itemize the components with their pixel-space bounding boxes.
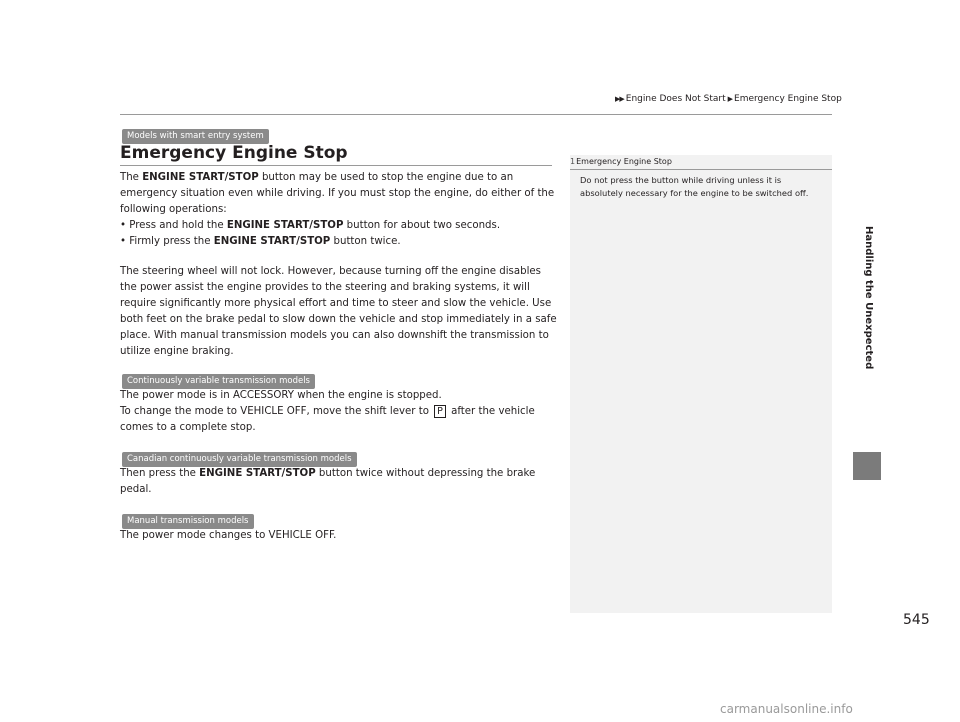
watermark: carmanualsonline.info <box>720 702 853 716</box>
page-number: 545 <box>903 612 930 628</box>
park-key-symbol: P <box>434 405 446 418</box>
section-tab-marker <box>853 452 881 480</box>
note-title: 1Emergency Engine Stop <box>570 157 672 166</box>
page-title: Emergency Engine Stop <box>120 143 348 163</box>
intro-paragraph: The ENGINE START/STOP button may be used to stop the engine due to an emergency situation even while driving. If you must stop the engine, do either of the following operations: <box>120 172 555 215</box>
cvt-line-1: The power mode is in ACCESSORY when the engine is stopped. <box>120 390 442 401</box>
note-panel <box>570 155 832 613</box>
breadcrumb-level1[interactable]: Engine Does Not Start <box>625 94 726 104</box>
bullet-item-2: • Firmly press the ENGINE START/STOP button twice. <box>120 236 401 247</box>
note-divider <box>570 169 832 170</box>
breadcrumb-level2: Emergency Engine Stop <box>734 94 842 104</box>
title-divider <box>120 165 552 166</box>
badge-smart-entry: Models with smart entry system <box>122 129 269 144</box>
badge-cvt: Continuously variable transmission models <box>122 374 315 389</box>
header-divider <box>120 114 832 115</box>
double-arrow-icon: ▶▶ <box>615 95 624 103</box>
note-marker-icon: 1 <box>570 157 576 166</box>
cvt-section <box>120 388 560 436</box>
canadian-paragraph: Then press the ENGINE START/STOP button twice without depressing the brake pedal. <box>120 468 536 495</box>
badge-manual: Manual transmission models <box>122 514 254 529</box>
cvt-line-2: To change the mode to VEHICLE OFF, move the shift lever to P after the vehicle comes to a complete stop. <box>120 406 535 433</box>
breadcrumb <box>615 94 842 104</box>
section-side-label: Handling the Unexpected <box>863 226 874 370</box>
manual-paragraph: The power mode changes to VEHICLE OFF. <box>120 530 337 541</box>
double-arrow-icon: ▶ <box>727 95 733 103</box>
steering-paragraph: The steering wheel will not lock. However, because turning off the engine disables the power assist the engine provides to the steering and braking systems, it will require significantly more physical effort and time to steer and slow the vehicle. Use both feet on the brake pedal to slow down the vehicle and stop immediately in a safe place. With manual transmission models you can also downshift the transmission to utilize engine braking. <box>120 266 557 357</box>
intro-section <box>120 170 560 250</box>
badge-canadian-cvt: Canadian continuously variable transmission models <box>122 452 357 467</box>
note-body: Do not press the button while driving unless it is absolutely necessary for the engine to be switched off. <box>580 175 809 198</box>
bullet-item-1: • Press and hold the ENGINE START/STOP button for about two seconds. <box>120 220 501 231</box>
